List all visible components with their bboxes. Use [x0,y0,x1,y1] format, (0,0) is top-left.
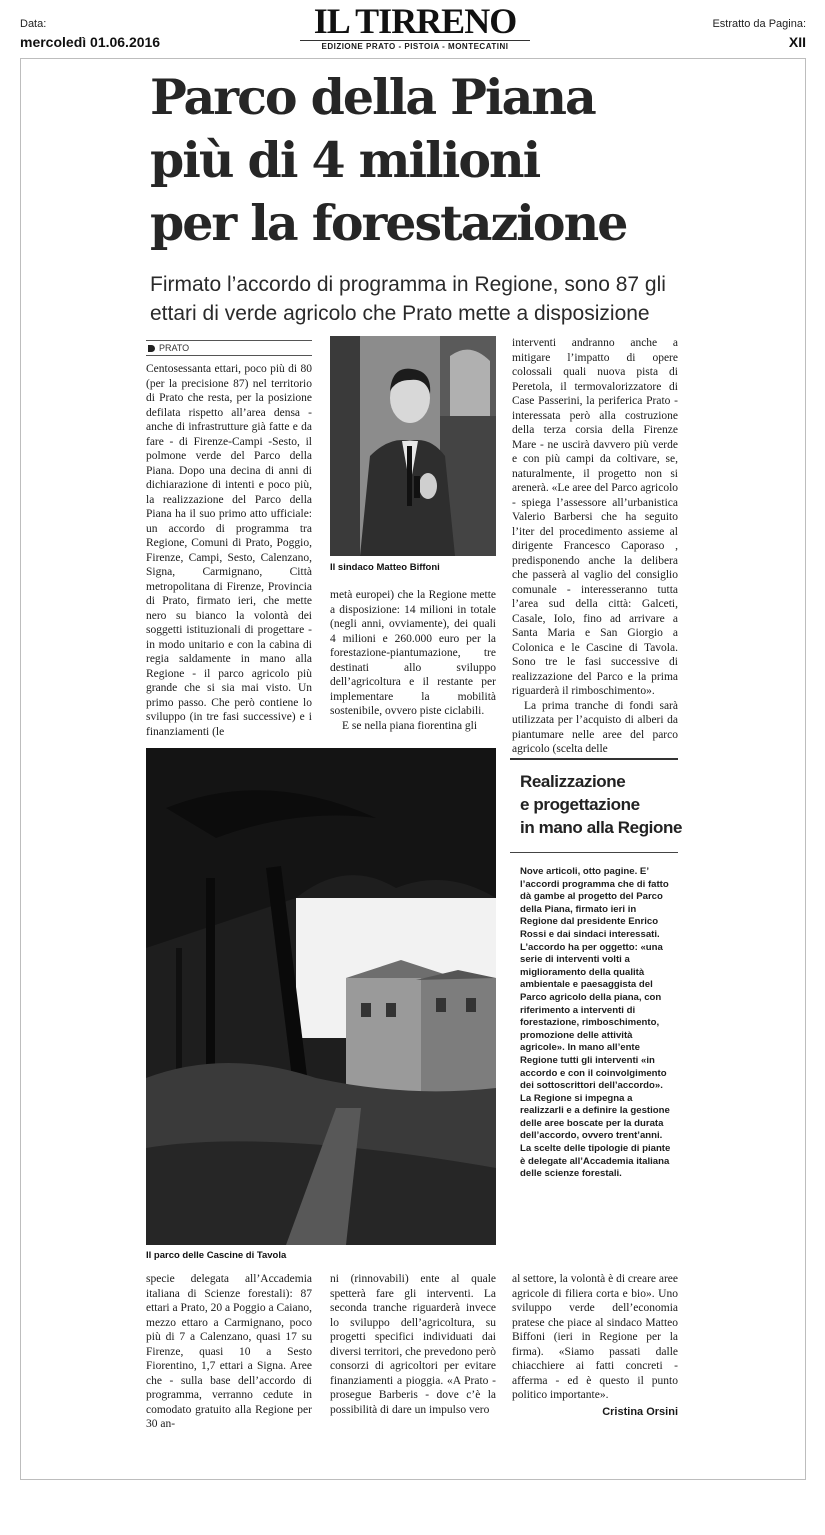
location-marker-icon [148,345,155,352]
paragraph: ni (rinnovabili) ente al quale spetterà fare gli interventi. La seconda tranche riguarderà invece lo sviluppo dell’agricoltura, su progetti specifici individuati dai diversi territori, che prevedono però consorzi di agricoltori per evitare finanziamenti a pioggia. «A Prato - prosegue Barberis - dove c’è la possibilità di dare un impulso vero [330,1273,496,1416]
masthead [300,2,530,51]
date-label: Data: [20,18,47,30]
sidebar-title-line: in mano alla Regione [520,818,683,837]
paragraph: interventi andranno anche a mitigare l’impatto di opere colossali quali nuova pista di Peretola, il termovalorizzatore di Case Passerini, la periferica Prato - interessata però alla costruzione della terza corsia della Firenze Mare - ne uscirà davvero più verde e con più campi da coltivare, se, naturalmente, il progetto non si arenerà. «Le aree del Parco agricolo - spiega l’assessore all’urbanistica Valerio Barbersi che ha seguito l’iter del procedimento assieme al dirigente Francesco Caporaso , predisponendo anche la delibera che passerà al vaglio del consiglio comunale - interesseranno tutta l’area sud della città: Galceti, Casale, Iolo, fino ad arrivare a Santa Maria e San Giorgio a Colonica e le Cascine di Tavola. Sono tre le fasi successive di realizzazione del Parco e la prima riguarderà il rimboschimento». [512,337,679,697]
article-column-2 [330,588,496,738]
paragraph: specie delegata all’Accademia italiana di Scienze forestali): 87 ettari a Prato, 20 a Poggio a Caiano, mezzo ettaro a Carmignano, poco più di 7 a Calenzano, quasi 17 su Firenze, quasi 10 a Sesto Fiorentino, 1,7 ettari a Signa. Aree che - sulla base dell’accordo di programma, verranno cedute in comodato gratuito alla Regione per 30 an- [146,1273,312,1430]
sidebar-title-line: Realizzazione [520,772,626,791]
sidebar-top-rule [510,758,678,760]
article-column-3 [512,336,679,755]
paragraph: La prima tranche di fondi sarà utilizzata per l’acquisto di alberi da piantumare nelle aree del parco agricolo (scelta delle [512,699,678,755]
location-tag [146,340,312,356]
article-column-6 [512,1272,678,1402]
sidebar-paragraph: L’accordo ha per oggetto: «una serie di interventi volti a miglioramento della qualità ambientale e paesaggista del Parco agricolo della piana, con riferimento a interventi di forestazione, rimboschimento, promozione delle attività agricole». In mano all’ente Regione tutti gli interventi «in accordo e con il coinvolgimento dei sottoscrittori dell’accordo». [520,941,667,1092]
portrait-illustration [330,336,496,556]
sidebar-paragraph: Nove articoli, otto pagine. E’ l’accordi programma che di fatto dà gambe al progetto del Parco della Piana, firmato ieri in Regione dal presidente Enrico Rossi e dai sindaci interessati. [520,866,669,940]
portrait-photo [330,336,496,556]
newspaper-name: IL TIRRENO [313,1,517,41]
author-signature: Cristina Orsini [602,1406,678,1418]
location-label: PRATO [159,343,190,353]
headline-line: più di 4 milioni [150,131,540,189]
park-illustration [146,748,496,1245]
page-number: XII [788,34,806,50]
portrait-caption: Il sindaco Matteo Biffoni [330,562,440,573]
subheadline: Firmato l’accordo di programma in Regione, sono 87 gli ettari di verde agricolo che Prato mette a disposizione [150,273,666,325]
article-column-1 [146,362,312,742]
paragraph: metà europei) che la Regione mette a disposizione: 14 milioni in totale (negli anni, ovviamente), dei quali 4 milioni e 260.000 euro per la forestazione-piantumazione, tre destinati allo sviluppo dell’agricoltura e il restante per implementare la mobilità sostenibile, ovvero piste ciclabili. [330,589,496,717]
sidebar-text [520,866,676,1181]
park-caption: Il parco delle Cascine di Tavola [146,1250,287,1261]
park-photo [146,748,496,1245]
sidebar-title-line: e progettazione [520,795,640,814]
edition-line: EDIZIONE PRATO - PISTOIA - MONTECATINI [300,40,530,51]
sidebar-paragraph: La Regione si impegna a realizzarli e a definire la gestione delle aree boscate per la durata dell’accordo, ovvero trent’anni. La scelte delle tipologie di piante è delegate all’Accademia italiana delle scienze forestali. [520,1092,671,1180]
headline [150,66,750,255]
paragraph: al settore, la volontà è di creare aree agricole di filiera corta e bio». Uno sviluppo verde dell’economia pratese che piace al sindaco Matteo Biffoni (ieri in Regione per la firma). «Siamo passati dalle chiacchiere ai fatti concreti - afferma - ed è questo il punto politico importante». [512,1273,679,1401]
extract-label: Estratto da Pagina: [712,18,806,30]
headline-line: per la forestazione [150,194,627,252]
article-column-5 [330,1272,496,1422]
paragraph: Centosessanta ettari, poco più di 80 (per la precisione 87) nel territorio di Prato che resta, per la posizione defilata rispetto all’area densa - anche di infrastrutture già fatte e da fare - di Firenze-Campi -Sesto, il polmone verde del Parco della Piana. Dopo una decina di anni di dichiarazione di intenti e poco più, la realizzazione del Parco della Piana ha il suo primo atto ufficiale: un accordo di programma tra Regione, Comuni di Prato, Poggio, Firenze, Campi, Sesto, Calenzano, Signa, Carmignano, Città metropolitana di Firenze, Provincia di Prato, firmato ieri, che mette nero su bianco la volontà dei soggetti istituzionali di progettare - in modo unitario e con la cabina di regia saldamente in mano alla Regione - il parco agricolo più grande che si sia mai visto. Un primo passo. Che però contiene lo sviluppo (in tre fasi successive) e i finanziamenti (le [146,363,312,738]
sidebar-title [520,770,685,839]
headline-line: Parco della Piana [150,68,595,126]
article-column-4 [146,1272,312,1430]
paragraph: E se nella piana fiorentina gli [342,719,478,732]
publication-date: mercoledì 01.06.2016 [20,34,161,50]
sidebar-divider [510,852,678,853]
